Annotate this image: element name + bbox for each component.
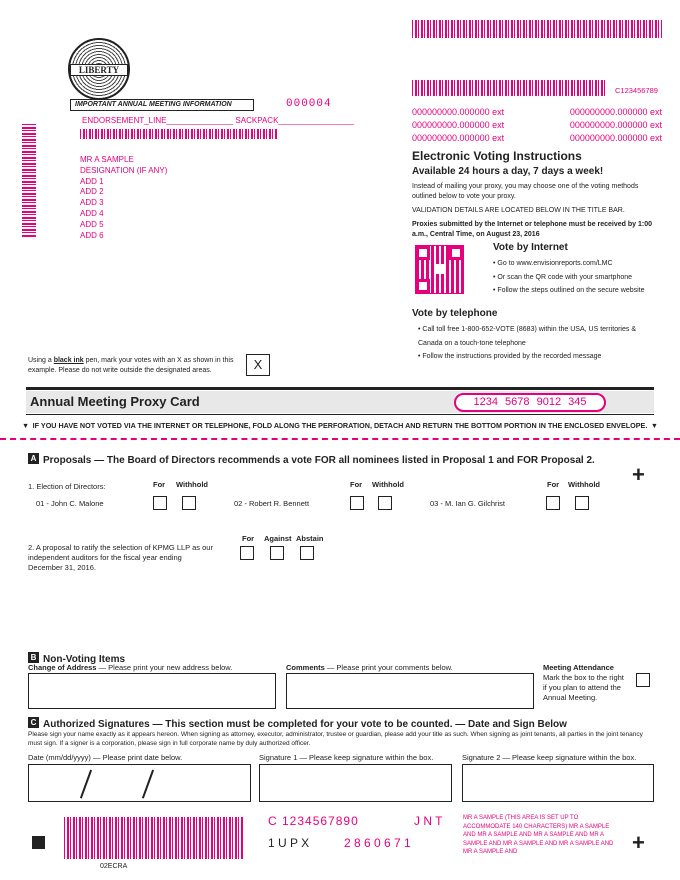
internet-step: Or scan the QR code with your smartphone <box>497 273 633 281</box>
qr-code-icon <box>416 246 463 293</box>
nominee-1-for-checkbox[interactable] <box>153 496 167 510</box>
registration-mark <box>32 836 45 849</box>
ext-number: 000000000.000000 ext <box>412 133 505 143</box>
section-a-badge: A <box>28 453 39 464</box>
side-barcode <box>22 124 36 238</box>
address-line: ADD 1 <box>80 176 104 186</box>
signature-1-field[interactable] <box>259 764 452 802</box>
proposal-1-label: 1. Election of Directors: <box>28 482 106 491</box>
nominee-3-for-checkbox[interactable] <box>546 496 560 510</box>
section-b-badge: B <box>28 652 39 663</box>
change-of-address-hint: — Please print your new address below. <box>96 663 233 672</box>
validation-number: 1234 5678 9012 345 <box>454 393 606 412</box>
attendance-label: Meeting Attendance <box>543 663 614 672</box>
col-abstain: Abstain <box>296 534 324 543</box>
signature-1-label: Signature 1 — Please keep signature within the box. <box>259 753 434 762</box>
section-c-title: Authorized Signatures — This section must be completed for your vote to be counted. — Date and Sign Below <box>43 719 567 730</box>
phone-step: Follow the instructions provided by the recorded message <box>422 353 602 360</box>
validation-note: VALIDATION DETAILS ARE LOCATED BELOW IN THE TITLE BAR. <box>412 207 625 214</box>
comments-title: Comments <box>286 663 325 672</box>
nominee-1-withhold-checkbox[interactable] <box>182 496 196 510</box>
card-rule <box>26 387 654 390</box>
internet-title: Vote by Internet <box>493 242 568 253</box>
triangle-down-icon: ▼ <box>650 421 658 430</box>
section-a-header <box>28 450 648 468</box>
date-label: Date (mm/dd/yyyy) — Please print date below. <box>28 753 183 762</box>
voting-intro: Instead of mailing your proxy, you may choose one of the voting methods outlined below to vote your proxy. <box>412 183 639 200</box>
nominee-label: 01 - John C. Malone <box>36 499 104 508</box>
change-of-address-field[interactable] <box>28 673 276 709</box>
attendance-hint: Mark the box to the right if you plan to attend the Annual Meeting. <box>543 673 624 702</box>
address-line: DESIGNATION (IF ANY) <box>80 165 168 175</box>
col-for: For <box>547 480 560 489</box>
col-withhold: Withhold <box>176 480 209 489</box>
footer-control: C 1234567890 <box>268 814 359 828</box>
address-line: ADD 2 <box>80 187 104 197</box>
plus-icon: + <box>632 462 645 487</box>
example-mark-box <box>246 354 270 376</box>
comments-hint: — Please print your comments below. <box>324 663 453 672</box>
internet-step: Go to www.envisionreports.com/LMC <box>497 260 613 267</box>
ink-instruction <box>28 356 238 376</box>
proposal-2-against-checkbox[interactable] <box>270 546 284 560</box>
nominee-label: 03 - M. Ian G. Gilchrist <box>430 499 506 508</box>
phone-title: Vote by telephone <box>412 308 498 319</box>
signature-2-label: Signature 2 — Please keep signature within the box. <box>462 753 637 762</box>
nominee-label: 02 - Robert R. Bennett <box>234 499 310 508</box>
comments-label <box>286 663 453 672</box>
footer-upx: 1 U P X <box>268 836 310 850</box>
footer-sample-text: MR A SAMPLE (THIS AREA IS SET UP TO ACCOMMODATE 140 CHARACTERS) MR A SAMPLE AND MR A SAMPLE AND MR A SAMPLE AND MR A SAMPLE AND MR A SAMPLE AND MR A SAMPLE AND MR A SAMPLE AND <box>463 815 614 855</box>
control-code: C123456789 <box>615 86 658 95</box>
form-code: 02ECRA <box>100 863 128 870</box>
proposal-2-for-checkbox[interactable] <box>240 546 254 560</box>
plus-icon: + <box>632 830 645 855</box>
fold-instruction-row <box>22 421 658 430</box>
ext-number: 000000000.000000 ext <box>412 107 505 117</box>
mailing-address <box>80 155 167 241</box>
address-barcode <box>80 129 278 139</box>
example-mark: X <box>253 357 263 372</box>
phone-step: Call toll free 1-800-652-VOTE (8683) within the USA, US territories & Canada on a touch-tone telephone <box>418 326 636 347</box>
date-slash <box>142 770 154 799</box>
attendance-checkbox[interactable] <box>636 673 650 687</box>
section-b-title: Non-Voting Items <box>43 654 126 665</box>
ink-instruction-text: Using a <box>28 357 54 364</box>
nominee-2-withhold-checkbox[interactable] <box>378 496 392 510</box>
triangle-down-icon: ▼ <box>22 421 30 430</box>
footer-barcode <box>64 817 244 859</box>
meeting-info-label: IMPORTANT ANNUAL MEETING INFORMATION <box>70 99 254 111</box>
top-barcode <box>412 20 662 38</box>
nominee-2-for-checkbox[interactable] <box>350 496 364 510</box>
change-of-address-title: Change of Address <box>28 663 97 672</box>
logo-text: LIBERTY <box>70 64 128 76</box>
perforation-line <box>0 438 680 440</box>
change-of-address-label <box>28 663 232 672</box>
ext-number: 000000000.000000 ext <box>412 120 505 130</box>
control-barcode <box>412 80 607 96</box>
internet-step: Follow the steps outlined on the secure website <box>497 287 645 294</box>
signature-2-field[interactable] <box>462 764 654 802</box>
nominee-3-withhold-checkbox[interactable] <box>575 496 589 510</box>
footer-jnt: J N T <box>414 814 443 828</box>
liberty-logo <box>68 38 130 100</box>
col-against: Against <box>264 534 292 543</box>
endorsement-line: ENDORSEMENT_LINE_______________ SACKPACK_________________ <box>82 116 355 125</box>
voting-title: Electronic Voting Instructions <box>412 149 582 163</box>
address-line: ADD 3 <box>80 198 104 208</box>
address-line: ADD 5 <box>80 219 104 229</box>
ext-number: 000000000.000000 ext <box>569 120 662 130</box>
fold-instruction: IF YOU HAVE NOT VOTED VIA THE INTERNET OR TELEPHONE, FOLD ALONG THE PERFORATION, DETACH AND RETURN THE BOTTOM PORTION IN THE ENCLOSED ENVELOPE. <box>32 421 648 430</box>
card-title: Annual Meeting Proxy Card <box>30 394 200 409</box>
footer-code: 2 8 6 0 6 7 1 <box>344 836 411 850</box>
signature-instructions: Please sign your name exactly as it appears hereon. When signing as attorney, executor, administrator, trustee or guardian, please add your title as such. When signing as joint tenants, all parties in the joint tenancy must sign. If a signer is a corporation, please sign in full corporate name by duly authorized officer. <box>28 731 643 747</box>
card-rule-bottom <box>26 414 654 415</box>
ext-number: 000000000.000000 ext <box>569 133 662 143</box>
address-line: ADD 6 <box>80 230 104 240</box>
ext-number: 000000000.000000 ext <box>569 107 662 117</box>
ext-numbers <box>412 106 662 145</box>
col-for: For <box>350 480 363 489</box>
col-for: For <box>153 480 166 489</box>
col-withhold: Withhold <box>568 480 601 489</box>
section-a-title: Proposals — The Board of Directors recommends a vote FOR all nominees listed in Proposal 1 and FOR Proposal 2. <box>43 455 595 466</box>
address-line: ADD 4 <box>80 208 104 218</box>
internet-steps: • Go to www.envisionreports.com/LMC • Or scan the QR code with your smartphone • Follow the steps outlined on the secure website <box>493 260 645 294</box>
date-field[interactable] <box>28 764 251 802</box>
phone-steps: • Call toll free 1-800-652-VOTE (8683) within the USA, US territories & Canada on a touch-tone telephone • Follow the instructions provided by the recorded message <box>418 326 636 360</box>
col-withhold: Withhold <box>372 480 405 489</box>
proposal-2-abstain-checkbox[interactable] <box>300 546 314 560</box>
proposal-2-text: 2. A proposal to ratify the selection of KPMG LLP as our independent auditors for the fiscal year ending December 31, 2016. <box>28 543 213 572</box>
section-c-badge: C <box>28 717 39 728</box>
deadline-note: Proxies submitted by the Internet or telephone must be received by 1:00 a.m., Central Time, on August 23, 2016 <box>412 221 653 238</box>
ink-instruction-bold: black ink <box>53 357 84 364</box>
date-slash <box>80 770 92 799</box>
sequence-number: 000004 <box>286 98 332 110</box>
col-for: For <box>242 534 255 543</box>
comments-field[interactable] <box>286 673 534 709</box>
address-line: MR A SAMPLE <box>80 155 134 164</box>
ink-instruction-text: pen, mark your votes with an X as shown in this example. Please do not write outside the designated areas. <box>28 357 234 374</box>
voting-subtitle: Available 24 hours a day, 7 days a week! <box>412 166 604 177</box>
